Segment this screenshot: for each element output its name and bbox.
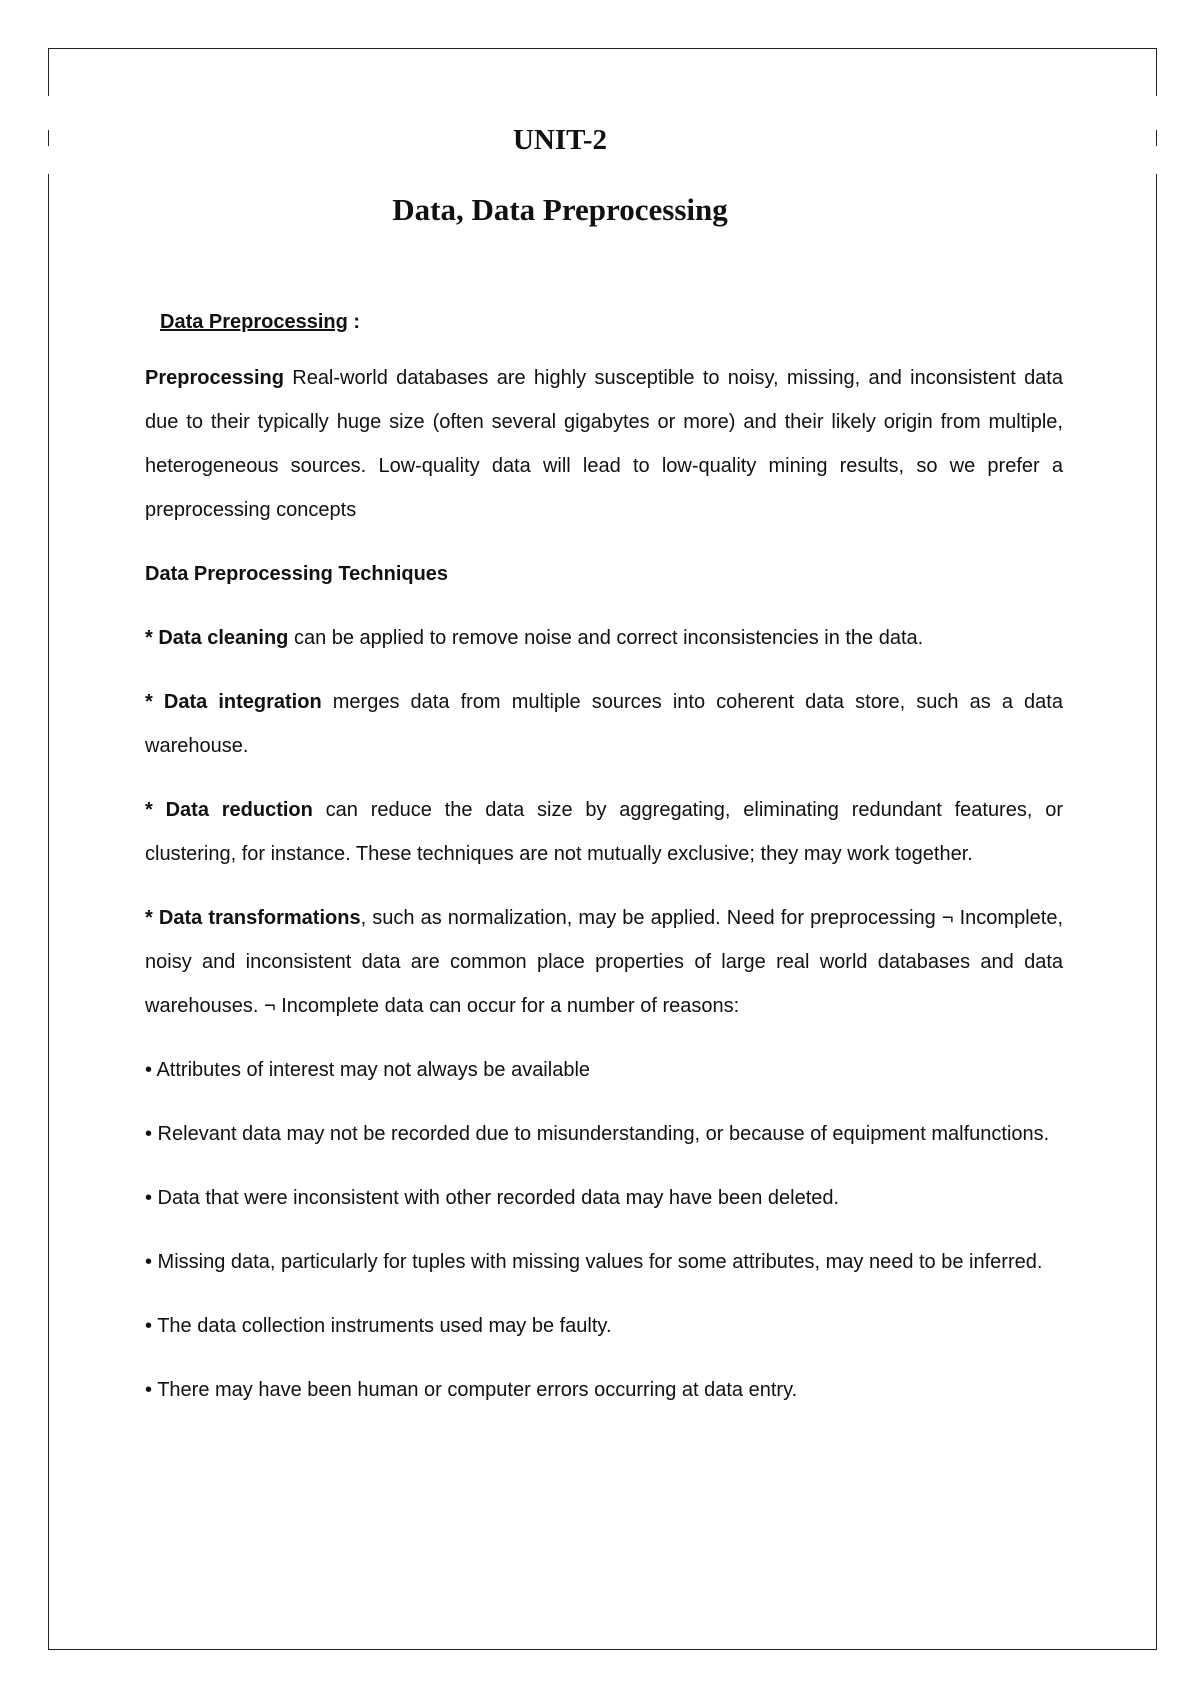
technique-term: Data integration: [163, 691, 322, 713]
technique-item: [145, 896, 1063, 1028]
technique-text: , such as normalization, may be applied. Need for preprocessing ¬ Incomplete, noisy and inconsistent data are common place properties of large real world databases and data warehouses. ¬ Incomplete data can occur for a number of reasons:: [145, 907, 1064, 1017]
reason-item: • Relevant data may not be recorded due to misunderstanding, or because of equipment malfunctions.: [145, 1123, 1050, 1145]
technique-prefix: *: [145, 691, 164, 713]
technique-item: [145, 616, 1063, 660]
intro-paragraph: [145, 356, 1063, 532]
reason-item: • Data that were inconsistent with other recorded data may have been deleted.: [145, 1187, 840, 1209]
unit-label: UNIT-2: [512, 124, 607, 156]
reason-item: • There may have been human or computer errors occurring at data entry.: [145, 1379, 798, 1401]
technique-term: Data transformations: [158, 907, 361, 929]
document-body: [145, 300, 1063, 1432]
technique-text: can reduce the data size by aggregating, eliminating redundant features, or clustering, for instance. These techniques are not mutually exclusive; they may work together.: [145, 799, 1063, 865]
technique-item: [145, 788, 1063, 876]
technique-prefix: *: [145, 799, 166, 821]
intro-text: Real-world databases are highly susceptible to noisy, missing, and inconsistent data due to their typically huge size (often several gigabytes or more) and their likely origin from multiple, heterogeneous sources. Low-quality data will lead to low-quality mining results, so we prefer a preprocessing concepts: [145, 367, 1063, 521]
technique-text: merges data from multiple sources into coherent data store, such as a data warehouse.: [145, 691, 1063, 757]
reason-item: • The data collection instruments used may be faulty.: [145, 1315, 612, 1337]
technique-text: can be applied to remove noise and correct inconsistencies in the data.: [288, 627, 924, 649]
border-gap: [1154, 146, 1160, 174]
reason-item: • Missing data, particularly for tuples with missing values for some attributes, may need to be inferred.: [145, 1251, 1043, 1273]
technique-term: Data reduction: [165, 799, 313, 821]
technique-prefix: *: [145, 627, 159, 649]
technique-term: Data cleaning: [158, 627, 289, 649]
technique-item: [145, 680, 1063, 768]
border-gap: [1154, 96, 1160, 130]
reason-item: • Attributes of interest may not always be available: [145, 1059, 591, 1081]
document-title: Data, Data Preprocessing: [392, 192, 728, 227]
intro-lead: Preprocessing: [145, 367, 284, 389]
section-heading-suffix: :: [347, 311, 361, 333]
section-heading-text: Data Preprocessing: [160, 311, 348, 333]
techniques-heading: Data Preprocessing Techniques: [145, 563, 449, 585]
section-heading: [160, 300, 1063, 344]
technique-prefix: *: [145, 907, 159, 929]
